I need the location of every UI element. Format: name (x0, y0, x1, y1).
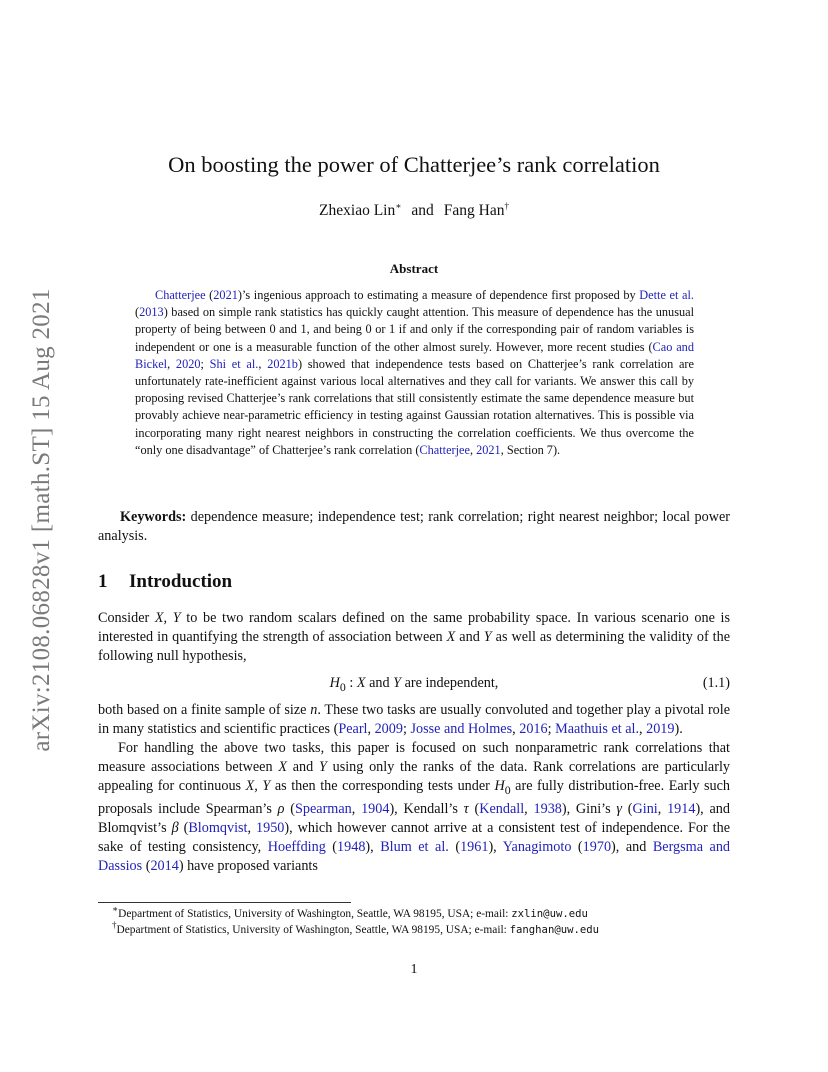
text-run: , (657, 800, 668, 817)
text-run: ( (142, 857, 151, 874)
math-symbol: n (310, 702, 318, 718)
section-number: 1 (98, 571, 108, 592)
text-run: , (247, 819, 256, 836)
math-symbol: X, Y (245, 778, 271, 794)
abstract-paragraph (135, 287, 694, 459)
citation-link[interactable]: Bergsma and Dassios (98, 838, 731, 874)
citation-link[interactable]: Blum et al. (380, 838, 449, 855)
text-run: , Section 7). (500, 442, 561, 457)
body-paragraph (98, 701, 730, 739)
text-run: ). (674, 721, 683, 737)
citation-link[interactable]: 1914 (667, 800, 696, 817)
keywords (98, 508, 730, 546)
citation-link[interactable]: Chatterjee (155, 288, 206, 302)
subscript: 0 (504, 782, 511, 797)
text-run: and (287, 759, 319, 775)
text-run: ; (402, 721, 411, 737)
footnote-email: zxlin@uw.edu (511, 908, 588, 920)
citation-link[interactable]: 2016 (519, 721, 548, 737)
text-run: )’s ingenious approach to estimating a measure of dependence first proposed by (237, 288, 640, 302)
citation-link[interactable]: 2009 (374, 721, 403, 737)
text-run: ), which however cannot arrive at a consistent test of independence. For the sake of testing consistency, (98, 819, 731, 855)
keywords-label: Keywords: (120, 509, 187, 525)
text-run: , (639, 721, 647, 737)
text-run: ( (468, 800, 480, 817)
citation-link[interactable]: 1904 (361, 800, 390, 817)
text-run: , (367, 721, 375, 737)
text-run: ), and (611, 838, 653, 855)
citation-link[interactable]: Spearman (295, 800, 352, 817)
page-number: 1 (410, 962, 418, 977)
citation-link[interactable]: Josse and Holmes (410, 721, 513, 737)
footnote: †Department of Statistics, University of Washington, Seattle, WA 98195, USA; e-mail: fanghan@uw.edu (112, 920, 599, 936)
text-run: ), Kendall’s (389, 800, 464, 817)
text-run: For handling the above two tasks, this paper is focused on such nonparametric rank correlations that measure associations between (98, 740, 730, 775)
paper-title: On boosting the power of Chatterjee’s rank correlation (168, 152, 660, 177)
text-run: , (258, 356, 268, 371)
keywords-text: dependence measure; independence test; rank correlation; right nearest neighbor; local power analysis. (98, 509, 730, 544)
text-run: ( (622, 800, 633, 817)
math-symbol: γ (616, 800, 622, 817)
footnotes (98, 906, 730, 938)
citation-link[interactable]: Chatterjee (419, 442, 470, 457)
author-footnote-mark: ∗ (395, 200, 402, 211)
citation-link[interactable]: 2021 (476, 442, 501, 457)
text-run: ), and Blomqvist’s (98, 800, 730, 836)
text-run: ( (448, 838, 461, 855)
text-run: ( (571, 838, 583, 855)
citation-link[interactable]: Maathuis et al. (555, 721, 640, 737)
citation-link[interactable]: Yanagimoto (502, 838, 572, 855)
math-symbol: ρ (277, 800, 285, 817)
text-run: both based on a finite sample of size (98, 702, 311, 718)
text-run: as well as determining the validity of the following null hypothesis, (98, 629, 730, 664)
citation-link[interactable]: Gini (632, 800, 658, 817)
text-run: , (512, 721, 520, 737)
citation-link[interactable]: Blomqvist (188, 819, 248, 836)
math-symbol: β (171, 819, 179, 836)
math-symbol: Y (483, 629, 492, 645)
text-run: Consider (98, 610, 155, 626)
body-paragraph (98, 609, 730, 666)
author-line (98, 202, 730, 220)
text-run: , (351, 800, 362, 817)
math-symbol: τ (463, 800, 469, 817)
text-run: to be two random scalars defined on the same probability space. In various scenario one is interested in quantifying the strength of association between (98, 610, 731, 645)
footnote-email: fanghan@uw.edu (509, 924, 599, 936)
text-run: ), (365, 838, 381, 855)
math-symbol: X (278, 759, 287, 775)
citation-link[interactable]: 1948 (337, 838, 366, 855)
citation-link[interactable]: Pearl (338, 721, 368, 737)
text-run: as then the corresponding tests under (270, 778, 495, 794)
text-run: ; (547, 721, 556, 737)
text-run: , (524, 800, 534, 817)
text-run: ) have proposed variants (178, 857, 318, 874)
author-name: Zhexiao Lin (319, 202, 396, 219)
citation-link[interactable]: 2019 (646, 721, 675, 737)
body-paragraph (98, 739, 730, 876)
section-title: Introduction (129, 571, 233, 592)
equation-number: (1.1) (702, 675, 730, 691)
text-run: ( (284, 800, 295, 817)
math-symbol: H (494, 778, 505, 794)
abstract-body (135, 287, 694, 459)
citation-link[interactable]: 1950 (256, 819, 285, 836)
citation-link[interactable]: 1938 (533, 800, 562, 817)
citation-link[interactable]: 2021b (267, 356, 298, 371)
citation-link[interactable]: 2013 (139, 305, 164, 320)
citation-link[interactable]: 2014 (150, 857, 179, 874)
abstract-heading: Abstract (389, 261, 439, 276)
citation-link[interactable]: 2020 (175, 356, 201, 371)
author-footnote-mark: † (504, 200, 509, 211)
author-name: Fang Han (443, 202, 505, 219)
text-run: , (167, 356, 176, 371)
citation-link[interactable]: Hoeffding (267, 838, 326, 855)
intro-block-1 (98, 609, 730, 666)
arxiv-identifier: arXiv:2108.06828v1 [math.ST] 15 Aug 2021 (28, 288, 55, 752)
footnote: ∗Department of Statistics, University of Washington, Seattle, WA 98195, USA; e-mail: zxlin@uw.edu (112, 904, 588, 920)
text-run: using only the ranks of the data. Rank correlations are particularly appealing for continuous (98, 759, 730, 794)
text-run: ( (325, 838, 338, 855)
citation-link[interactable]: Shi et al. (209, 356, 259, 371)
math-symbol: X (446, 629, 456, 645)
text-run: and (455, 629, 484, 645)
text-run: ( (178, 819, 189, 836)
citation-link[interactable]: Kendall (479, 800, 525, 817)
citation-link[interactable]: 2021 (213, 288, 238, 302)
text-run: ; (200, 356, 210, 371)
text-run: ) based on simple rank statistics has quickly caught attention. This measure of dependence has the unusual property of being between 0 and 1, and being 0 or 1 if and only if the corresponding pair of random variables is independent or one is a measurable function of the other almost surely. However, more recent studies ( (135, 305, 694, 354)
footnote-divider (98, 902, 351, 903)
math-symbol: Y (318, 759, 327, 775)
text-run: , (469, 442, 477, 457)
text-run: ), Gini’s (561, 800, 617, 817)
text-run: ( (135, 305, 140, 320)
math-symbol: X, Y (154, 610, 181, 626)
text-run: ), (488, 838, 503, 855)
text-run: ( (205, 288, 214, 302)
citation-link[interactable]: Dette et al. (639, 288, 695, 302)
section-heading (98, 571, 232, 593)
citation-link[interactable]: 1970 (582, 838, 612, 855)
text-run: are fully distribution-free. Early such proposals include Spearman’s (98, 778, 730, 817)
intro-block-2 (98, 701, 730, 876)
text-run: . These two tasks are usually convoluted and together play a pivotal role in many statistics and scientific practices ( (98, 702, 730, 737)
author-joiner: and (411, 202, 434, 219)
citation-link[interactable]: 1961 (460, 838, 489, 855)
text-run: ) showed that independence tests based on Chatterjee’s rank correlation are unfortunately rate-inefficient against various local alternatives and they call for variants. We answer this call by proposing revised Chatterjee’s rank correlations that still consistently estimate the same dependence measure but provably achieve near-parametric efficiency in testing against Gaussian rotation alternatives. This is possible via incorporating many right nearest neighbors in constructing the correlation coefficients. We thus overcome the “only one disadvantage” of Chatterjee’s rank correlation ( (135, 356, 694, 457)
citation-link[interactable]: Cao and Bickel (135, 339, 694, 371)
equation-body: $H_0$ : X and Y are independent, (329, 675, 499, 694)
